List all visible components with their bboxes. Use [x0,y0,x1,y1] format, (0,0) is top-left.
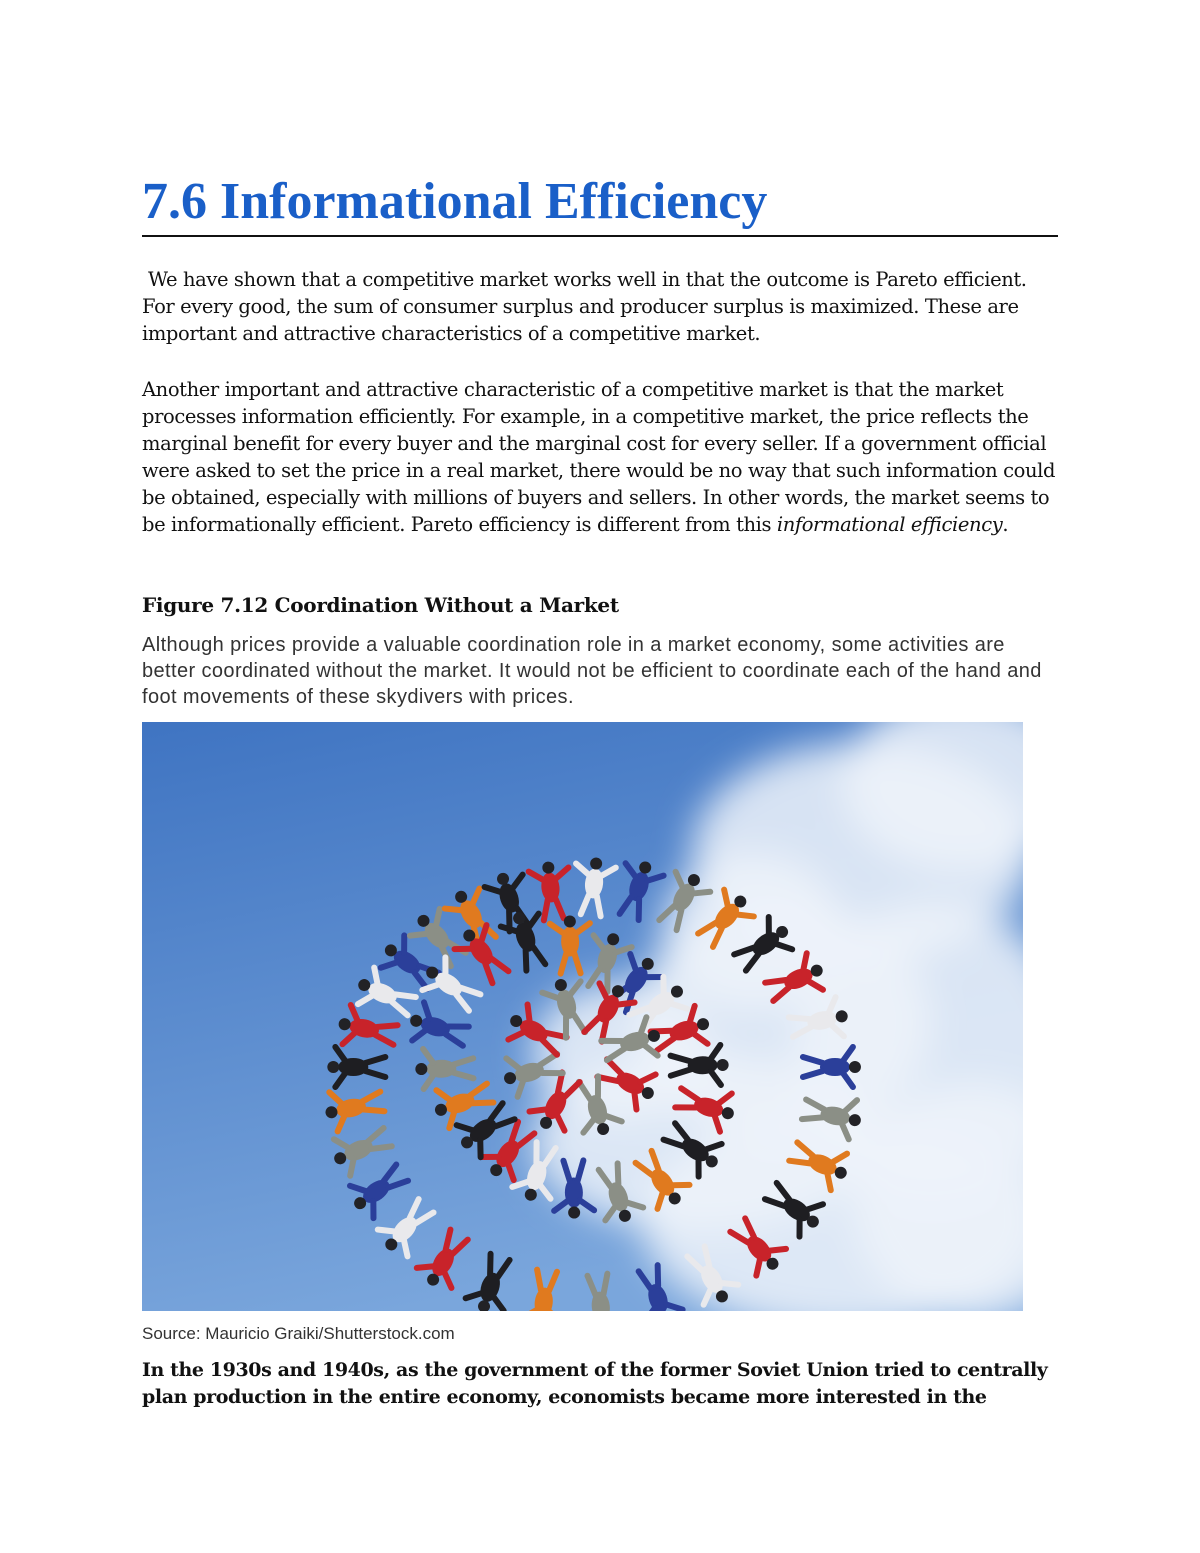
figure-source: Source: Mauricio Graiki/Shutterstock.com [142,1324,455,1343]
paragraph-pareto: We have shown that a competitive market works well in that the outcome is Pareto efficient. For every good, the sum of consumer surplus and producer surplus is maximized. These are important and attractive characteristics of a competitive market. [142,268,1027,345]
figure-title: Figure 7.12 Coordination Without a Market [142,593,619,617]
paragraph-informational [142,376,1062,538]
paragraph-soviet: In the 1930s and 1940s, as the government of the former Soviet Union tried to centrally plan production in the entire economy, economists became more interested in the [142,1359,1048,1408]
title-underline [142,235,1058,237]
figure-caption: Although prices provide a valuable coordination role in a market economy, some activities are better coordinated without the market. It would not be efficient to coordinate each of the hand and foot movements of these skydivers with prices. [142,634,1042,708]
paragraph-informational-text: Another important and attractive characteristic of a competitive market is that the market processes information efficiently. For example, in a competitive market, the price reflects the marginal benefit for every buyer and the marginal cost for every seller. If a government official were asked to set the price in a real market, there would be no way that such information could be obtained, especially with millions of buyers and sellers. In other words, the market seems to be informationally efficient. Pareto efficiency is different from this [142,378,1056,536]
section-title: 7.6 Informational Efficiency [142,173,768,230]
skydivers-photo [142,722,1023,1311]
skydivers-illustration [142,722,1023,1311]
paragraph-informational-end: . [1002,513,1009,536]
emphasis-informational-efficiency: informational efficiency [776,513,1003,536]
